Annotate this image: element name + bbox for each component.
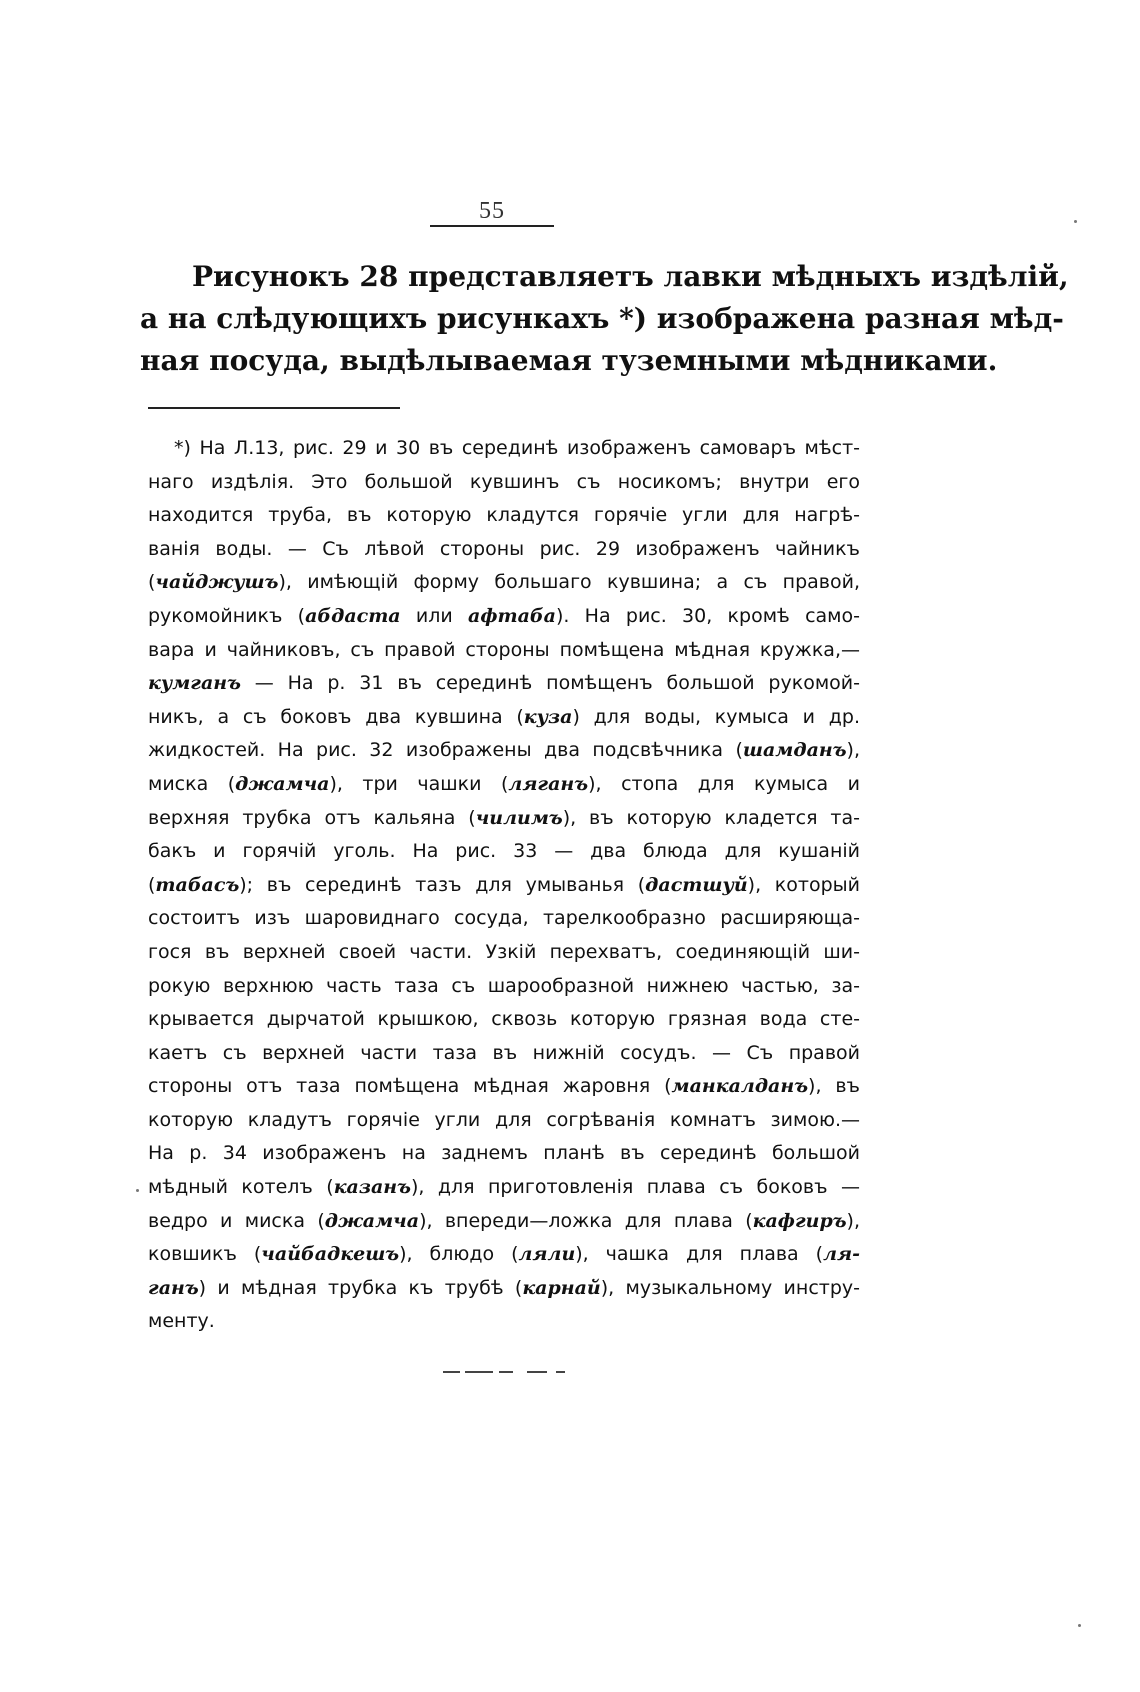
footnote-line [148,802,860,836]
footnote-line: гося въ верхней своей части. Узкій перехватъ, соединяющій ши- [148,940,860,963]
footnote-line [148,667,860,701]
end-rule-segment [443,1371,460,1373]
footnote-text: ), блюдо ( [399,1243,519,1266]
footnote-text: ) для воды, кумыса и др. [572,705,860,728]
scan-speck [1074,220,1077,223]
footnote-text: ); въ серединѣ тазъ для умыванья ( [239,873,646,896]
footnote-text: ), имѣющій форму большаго кувшина; а съ правой, [278,571,860,594]
term: ляганъ [508,772,589,795]
main-line: ная посуда, выдѣлываемая туземными мѣдниками. [140,344,998,377]
footnote-text: ), въ [808,1075,860,1098]
footnote-line: ванія воды. — Съ лѣвой стороны рис. 29 изображенъ чайникъ [148,537,860,560]
footnote-text: мѣдный котелъ ( [148,1176,334,1199]
footnote-text: ), впереди—ложка для плава ( [419,1209,753,1232]
term: куза [523,705,573,728]
footnote-text: рукомойникъ ( [148,604,306,627]
footnote-line [148,734,860,768]
footnote-text: ), музыкальному инстру- [600,1276,861,1299]
term: казанъ [333,1176,411,1199]
page-number: 55 [479,198,505,224]
term: чайджушъ [155,571,279,594]
footnote-line [148,1238,860,1272]
footnote-text: ), чашка для плава ( [575,1243,824,1266]
scan-speck [136,1189,139,1192]
term: абдаста [305,604,401,627]
end-rule-segment [527,1371,547,1373]
term: дастшуй [645,873,748,896]
footnote [148,432,860,1339]
end-rule-segment [499,1371,513,1373]
footnote-text: стороны отъ таза помѣщена мѣдная жаровня ( [148,1075,672,1098]
term: манкалданъ [671,1075,809,1098]
end-rule-segment [556,1371,565,1373]
footnote-text: ), [846,739,860,762]
term: кумганъ [148,672,241,695]
footnote-line: (чайджушъ), имѣющій форму большаго кувшина; а съ правой, [148,571,860,594]
footnote-text: жидкостей. На рис. 32 изображены два подсвѣчника ( [148,739,743,762]
footnote-text: ) и мѣдная трубка къ трубѣ ( [198,1276,523,1299]
footnote-rule [148,407,400,409]
footnote-text: ), который [747,873,860,896]
main-line: Рисунокъ 28 представляетъ лавки мѣдныхъ издѣлій, [192,260,1069,293]
footnote-line: состоитъ изъ шаровиднаго сосуда, тарелкообразно расширяюща- [148,907,860,930]
page-number-rule [430,225,554,227]
footnote-line [148,1205,860,1239]
term: шамданъ [742,739,847,762]
footnote-text: или [400,604,469,627]
term: ля- [823,1243,860,1266]
footnote-text: ), три чашки ( [329,772,509,795]
term: афтаба [468,604,556,627]
term: карнай [522,1276,601,1299]
term: кафгиръ [752,1209,847,1232]
term: джамча [324,1209,420,1232]
footnote-line: *) На Л.13, рис. 29 и 30 въ серединѣ изображенъ самоваръ мѣст- [174,437,860,459]
footnote-line [148,768,860,802]
footnote-line [148,600,860,634]
term: чайбадкешъ [261,1243,400,1266]
footnote-line [148,1272,860,1306]
footnote-line: находится труба, въ которую кладутся горячіе угли для нагрѣ- [148,504,860,527]
main-line: а на слѣдующихъ рисункахъ *) изображена разная мѣд- [140,302,1064,335]
footnote-text: верхняя трубка отъ кальяна ( [148,806,476,829]
footnote-text: ковшикъ ( [148,1243,262,1266]
term: табасъ [155,873,240,896]
scan-speck [1078,1624,1081,1627]
main-paragraph [140,256,1069,382]
footnote-text: — На р. 31 въ серединѣ помѣщенъ большой рукомой- [240,672,860,695]
footnote-line [148,701,860,735]
footnote-line: бакъ и горячій уголь. На рис. 33 — два блюда для кушаній [148,840,860,863]
footnote-text: ). На рис. 30, кромѣ само- [555,604,860,627]
footnote-line: наго издѣлія. Это большой кувшинъ съ носикомъ; внутри его [148,470,860,493]
term: ганъ [148,1276,199,1299]
footnote-line: каетъ съ верхней части таза въ нижній сосудъ. — Съ правой [148,1041,860,1064]
footnote-line: которую кладутъ горячіе угли для согрѣванія комнатъ зимою.— [148,1108,860,1131]
term: ляли [518,1243,576,1266]
footnote-line: рокую верхнюю часть таза съ шарообразной нижнею частью, за- [148,974,860,997]
footnote-text: ведро и миска ( [148,1209,325,1232]
footnote-text: ), для приготовленія плава съ боковъ — [410,1176,860,1199]
footnote-line: менту. [148,1310,215,1333]
footnote-text: ), въ которую кладется та- [562,806,860,829]
footnote-text: ), стопа для кумыса и [588,772,860,795]
term: чилимъ [475,806,563,829]
footnote-line [148,1171,860,1205]
footnote-line [148,1070,860,1104]
footnote-text: никъ, а съ боковъ два кувшина ( [148,705,524,728]
footnote-line: вара и чайниковъ, съ правой стороны помѣщена мѣдная кружка,— [148,638,860,661]
footnote-text: ), [846,1209,860,1232]
footnote-line: (табасъ); въ серединѣ тазъ для умыванья (дастшуй), который [148,873,860,896]
end-rule-segment [465,1371,493,1373]
footnote-line: крывается дырчатой крышкою, сквозь которую грязная вода сте- [148,1008,860,1031]
footnote-line: На р. 34 изображенъ на заднемъ планѣ въ серединѣ большой [148,1142,860,1165]
footnote-text: миска ( [148,772,236,795]
term: джамча [235,772,330,795]
